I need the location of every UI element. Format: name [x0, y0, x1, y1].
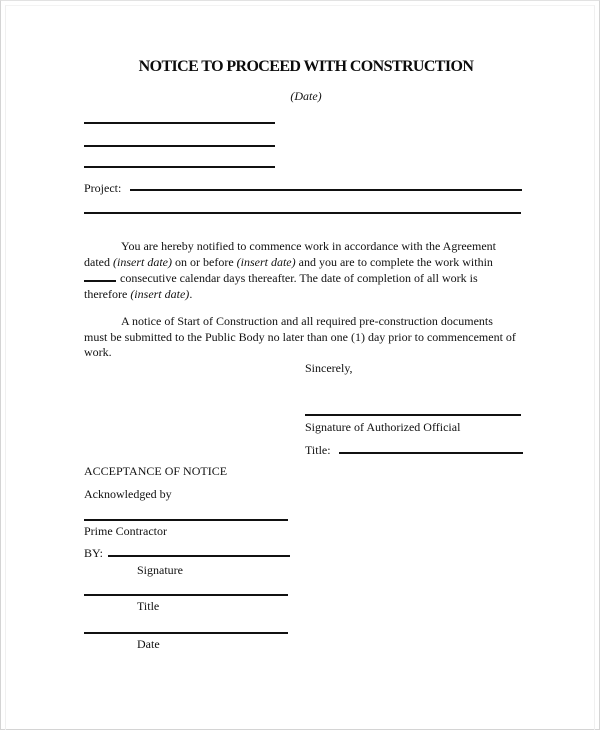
prime-contractor-label: Prime Contractor — [84, 524, 167, 538]
paragraph2-line2: must be submitted to the Public Body no later than one (1) day prior to commencement of — [84, 329, 516, 344]
page-inner-border — [5, 5, 595, 730]
by-signature-field[interactable] — [108, 555, 290, 557]
acceptance-heading: ACCEPTANCE OF NOTICE — [84, 464, 228, 478]
paragraph1-line1: You are hereby notified to commence work in accordance with the Agreement — [121, 239, 496, 253]
official-title-field[interactable] — [339, 452, 523, 454]
by-label: BY: — [84, 546, 103, 560]
prime-contractor-field[interactable] — [84, 519, 288, 521]
paragraph-start-notice — [84, 314, 544, 361]
paragraph1-line4: therefore (insert date). — [84, 286, 193, 301]
document-title: NOTICE TO PROCEED WITH CONSTRUCTION — [138, 58, 474, 75]
date-caption: (Date) — [290, 89, 322, 103]
acknowledged-by-label: Acknowledged by — [84, 487, 172, 501]
insert-date-start: (insert date) — [236, 254, 296, 269]
project-field-line-2[interactable] — [84, 212, 521, 214]
insert-date-completion: (insert date) — [130, 286, 190, 301]
project-field[interactable] — [130, 189, 522, 191]
date-caption-acceptance: Date — [137, 637, 160, 651]
days-field[interactable] — [84, 270, 116, 282]
title-caption: Title — [137, 599, 160, 613]
paragraph2-line3: work. — [84, 345, 112, 359]
paragraph1-line3: consecutive calendar days thereafter. The date of completion of all work is — [84, 270, 534, 287]
paragraph2-line1: A notice of Start of Construction and all required pre-construction documents — [121, 314, 493, 328]
address-line-2[interactable] — [84, 145, 275, 147]
project-label: Project: — [84, 181, 122, 195]
paragraph-commence-work — [84, 239, 534, 302]
official-title-label: Title: — [305, 443, 331, 457]
signature-caption: Signature — [137, 563, 183, 577]
contractor-title-field[interactable] — [84, 594, 288, 596]
paragraph1-line2: dated (insert date) on or before (insert date) and you are to complete the work within — [84, 254, 493, 269]
address-line-3[interactable] — [84, 166, 275, 168]
insert-date-agreement: (insert date) — [113, 254, 172, 269]
official-signature-field[interactable] — [305, 414, 521, 416]
address-line-1[interactable] — [84, 122, 275, 124]
closing-sincerely: Sincerely, — [305, 361, 353, 375]
official-signature-label: Signature of Authorized Official — [305, 420, 461, 434]
contractor-date-field[interactable] — [84, 632, 288, 634]
